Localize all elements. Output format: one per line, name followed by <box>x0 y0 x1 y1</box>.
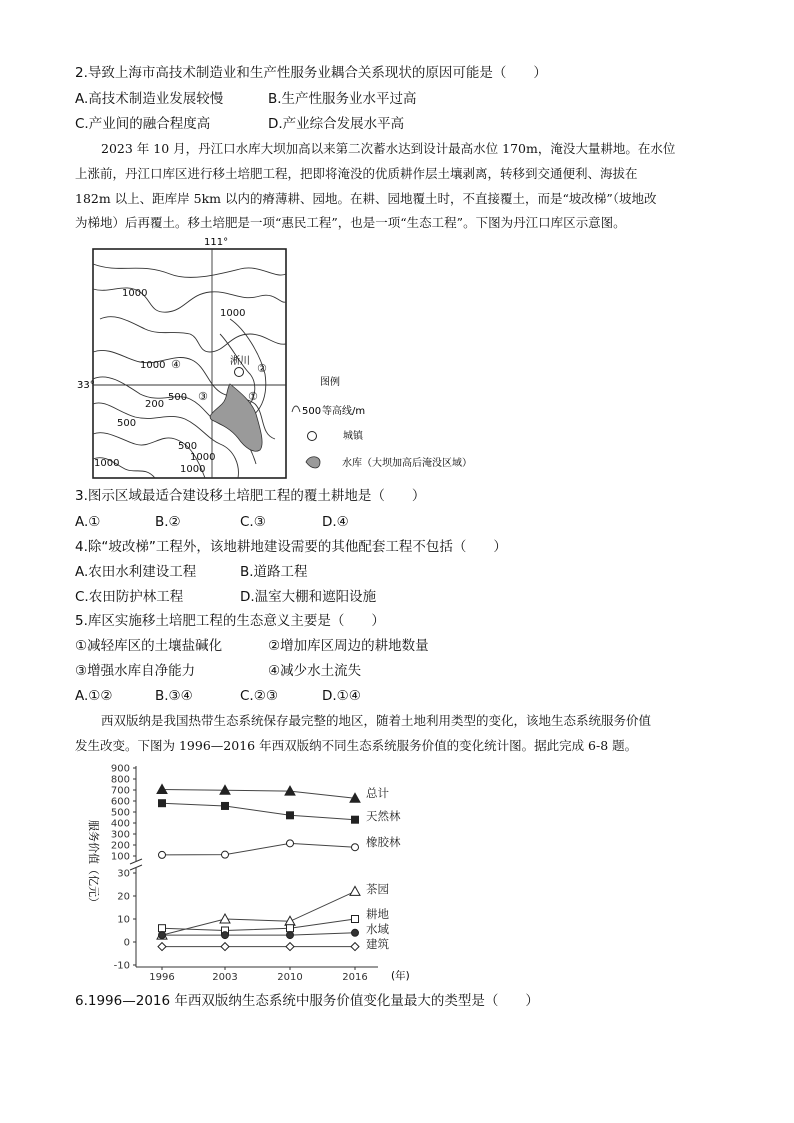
q4-option-d: D.温室大棚和遮阳设施 <box>240 589 377 605</box>
contour-label: 1000 <box>122 288 148 299</box>
chart-point <box>287 932 294 939</box>
chart-y-axis-label: 服务价值（亿元） <box>87 820 100 908</box>
contour-label: 1000 <box>220 308 246 319</box>
q2-option-c: C.产业间的融合程度高 <box>75 116 211 132</box>
chart-y-tick-label: 900 <box>110 763 130 775</box>
site-1-label: ① <box>248 390 258 403</box>
chart-series-label: 茶园 <box>366 882 389 896</box>
chart-point <box>287 812 294 819</box>
chart-x-tick-label: 2016 <box>342 972 368 983</box>
contour-label: 1000 <box>94 458 120 469</box>
latitude-label: 33° <box>77 380 95 391</box>
chart-series-line <box>162 919 355 931</box>
chart-y-tick-label: 300 <box>110 829 130 841</box>
q6-stem: 6.1996—2016 年西双版纳生态系统中服务价值变化量最大的类型是（ ） <box>75 993 539 1009</box>
chart-y-tick-label: 100 <box>110 851 130 863</box>
longitude-label: 111° <box>204 237 229 248</box>
passage1-line-1: 2023 年 10 月，丹江口水库大坝加高以来第二次蓄水达到设计最高水位 170m，淹没大量耕地。在水位 <box>101 141 676 156</box>
passage1-line-2: 上涨前，丹江口库区进行移土培肥工程，把即将淹没的优质耕作层土壤剥离，转移到交通便利、海拔在 <box>75 166 638 181</box>
chart-x-tick-label: 2003 <box>212 972 238 983</box>
chart-y-tick-label: 500 <box>110 807 130 819</box>
chart-point <box>351 943 359 951</box>
q3-option-c: C.③ <box>240 514 266 530</box>
chart-series-label: 天然林 <box>366 809 401 823</box>
chart-point <box>158 943 166 951</box>
site-2-label: ② <box>257 362 267 375</box>
q5-option-b: B.③④ <box>155 688 193 704</box>
q5-statement-2: ②增加库区周边的耕地数量 <box>268 638 429 654</box>
chart-series-line <box>162 789 355 798</box>
chart-point <box>220 914 230 923</box>
chart-series-line <box>162 843 355 855</box>
chart-series-label: 水域 <box>366 922 389 936</box>
chart-x-tick-label: 2010 <box>277 972 303 983</box>
legend-reservoir-label: 水库（大坝加高后淹没区域） <box>342 458 472 469</box>
legend-reservoir-icon <box>306 457 320 468</box>
chart-point <box>157 784 167 793</box>
legend-town-icon <box>308 432 317 441</box>
chart-point <box>350 886 360 895</box>
passage1-line-4: 为梯地）后再覆土。移土培肥是一项“惠民工程”，也是一项“生态工程”。下图为丹江口库区示意图。 <box>75 215 626 230</box>
chart-y-tick-label: 700 <box>110 785 130 797</box>
passage2-line-2: 发生改变。下图为 1996—2016 年西双版纳不同生态系统服务价值的变化统计图。据此完成 6-8 题。 <box>75 738 638 753</box>
reservoir-map <box>77 234 480 484</box>
chart-y-tick-label: 800 <box>110 774 130 786</box>
q5-statement-3: ③增强水库自净能力 <box>75 663 196 679</box>
chart-series-line <box>162 803 355 820</box>
town-label: 淅川 <box>230 356 250 367</box>
chart-series-label: 橡胶林 <box>366 835 401 849</box>
chart-point <box>159 932 166 939</box>
chart-series-2 <box>159 835 401 858</box>
legend-title: 图例 <box>320 377 340 388</box>
passage1-line-3: 182m 以上、距库岸 5km 以内的瘠薄耕、园地。在耕、园地覆土时，不直接覆土，而是“坡改梯”（坡地改 <box>75 191 657 206</box>
town-marker <box>235 368 244 377</box>
chart-x-unit: (年) <box>391 970 410 982</box>
chart-series-label: 建筑 <box>366 937 389 951</box>
chart-series-5 <box>159 922 390 939</box>
chart-y-tick-label: -10 <box>113 960 130 972</box>
chart-point <box>222 932 229 939</box>
q3-stem: 3.图示区域最适合建设移土培肥工程的覆土耕地是（ ） <box>75 488 426 504</box>
q2-option-b: B.生产性服务业水平过高 <box>268 91 417 107</box>
q5-option-d: D.①④ <box>322 688 361 704</box>
legend-contour-label: 等高线/m <box>322 406 366 417</box>
chart-point <box>221 943 229 951</box>
chart-point <box>287 840 294 847</box>
q2-option-a: A.高技术制造业发展较慢 <box>75 91 224 107</box>
contour-label: 500 <box>168 392 188 403</box>
chart-y-tick-label: 400 <box>110 818 130 830</box>
chart-series-1 <box>159 800 401 824</box>
chart-y-tick-label: 0 <box>123 937 130 949</box>
chart-series-label: 总计 <box>366 786 389 800</box>
chart-series-line <box>162 891 355 935</box>
chart-point <box>222 802 229 809</box>
chart-point <box>159 851 166 858</box>
q5-stem: 5.库区实施移土培肥工程的生态意义主要是（ ） <box>75 613 385 629</box>
contour-label: 1000 <box>190 452 216 463</box>
chart-y-tick-label: 600 <box>110 796 130 808</box>
chart-y-tick-label: 30 <box>117 868 130 880</box>
contour-label: 1000 <box>180 464 206 475</box>
chart-y-tick-label: 10 <box>117 914 130 926</box>
chart-point <box>352 844 359 851</box>
q3-option-d: D.④ <box>322 514 349 530</box>
q4-option-c: C.农田防护林工程 <box>75 589 184 605</box>
q5-option-a: A.①② <box>75 688 113 704</box>
chart-point <box>222 851 229 858</box>
chart-point <box>352 816 359 823</box>
chart-point <box>352 929 359 936</box>
contour-label: 200 <box>145 399 165 410</box>
q2-option-d: D.产业综合发展水平高 <box>268 116 405 132</box>
service-value-chart <box>78 760 438 985</box>
site-4-label: ④ <box>171 358 181 371</box>
q3-option-b: B.② <box>155 514 181 530</box>
passage2-line-1: 西双版纳是我国热带生态系统保存最完整的地区，随着土地利用类型的变化，该地生态系统服务价值 <box>101 713 652 728</box>
q4-stem: 4.除“坡改梯”工程外，该地耕地建设需要的其他配套工程不包括（ ） <box>75 539 507 555</box>
chart-y-tick-label: 20 <box>117 891 130 903</box>
chart-point <box>287 925 294 932</box>
chart-point <box>286 943 294 951</box>
site-3-label: ③ <box>198 390 208 403</box>
chart-series-label: 耕地 <box>366 907 389 921</box>
q2-stem: 2.导致上海市高技术制造业和生产性服务业耦合关系现状的原因可能是（ ） <box>75 65 547 81</box>
q5-statement-1: ①减轻库区的土壤盐碱化 <box>75 638 223 654</box>
chart-point <box>159 925 166 932</box>
contour-label: 500 <box>178 441 198 452</box>
q3-option-a: A.① <box>75 514 101 530</box>
chart-y-tick-label: 200 <box>110 840 130 852</box>
legend-contour-value: 500 <box>302 406 322 417</box>
chart-series-6 <box>158 937 389 951</box>
chart-series-0 <box>157 784 389 802</box>
contour-label: 500 <box>117 418 137 429</box>
contour-label: 1000 <box>140 360 166 371</box>
chart-point <box>159 800 166 807</box>
q5-statement-4: ④减少水土流失 <box>268 663 362 679</box>
chart-x-tick-label: 1996 <box>149 972 175 983</box>
legend-town-label: 城镇 <box>343 431 363 442</box>
q4-option-b: B.道路工程 <box>240 564 308 580</box>
chart-point <box>352 916 359 923</box>
legend-contour-icon <box>292 406 300 412</box>
q5-option-c: C.②③ <box>240 688 278 704</box>
chart-series-line <box>162 933 355 935</box>
q4-option-a: A.农田水利建设工程 <box>75 564 197 580</box>
